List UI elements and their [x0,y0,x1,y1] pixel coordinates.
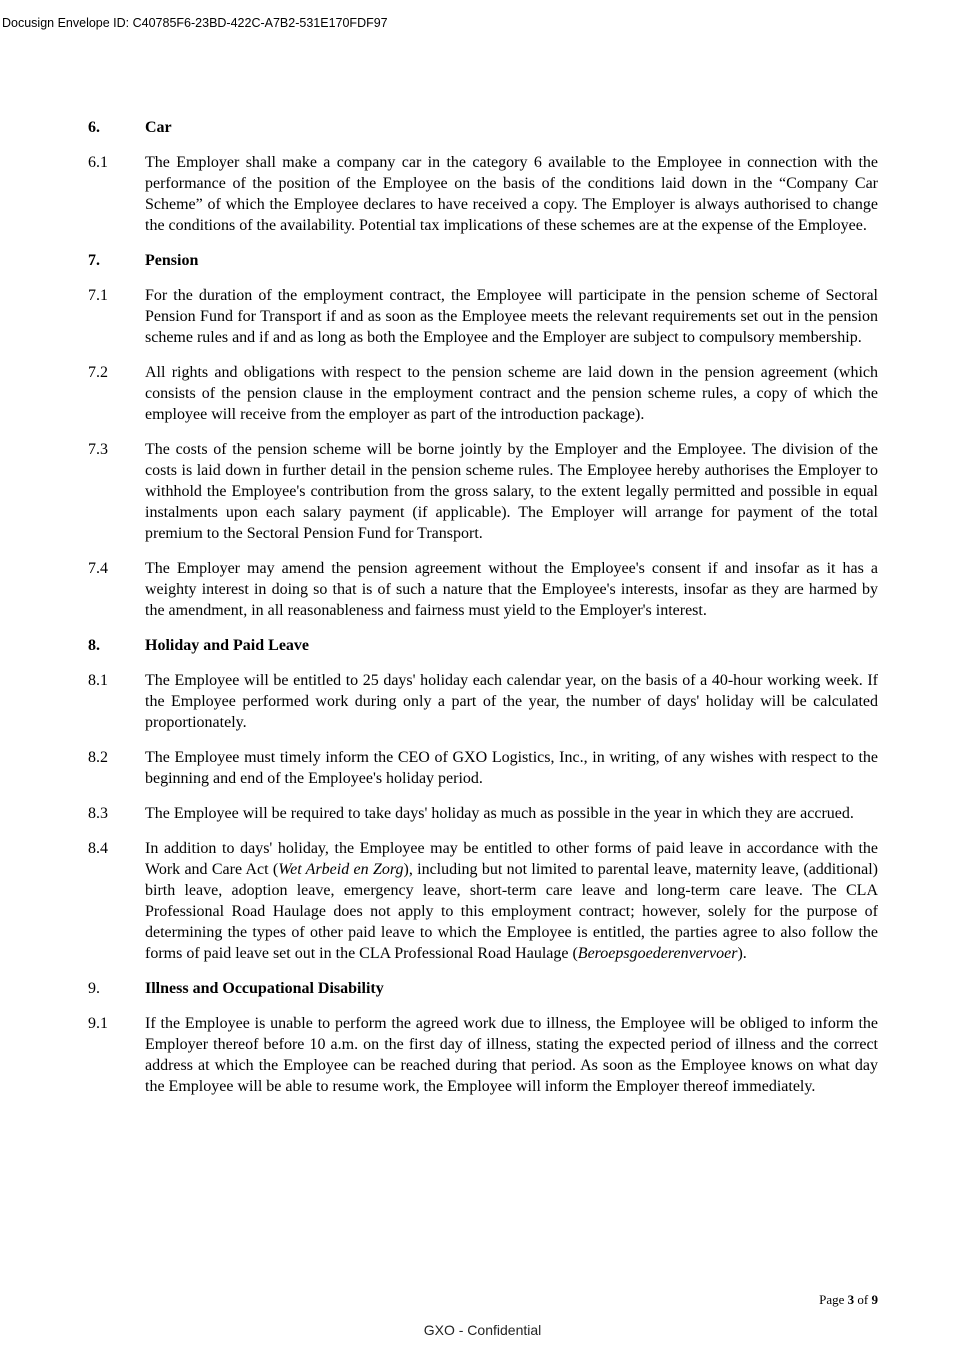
clause-italic-term: Wet Arbeid en Zorg [278,861,404,878]
clause-text-part: ), including but not limited to parental leave, maternity leave, (additional) birth leave, adoption leave, emergency leave, short-term care leave and long-term care leave. The CLA Professional Road Haulage does not apply to this employment contract; however, solely for the purpose of determining the types of other paid leave to which the Employee is entitled, the parties agree to also follow the forms of paid leave set out in the CLA Professional Road Haulage ( [145,861,879,962]
clause-number: 8.4 [88,840,108,857]
section-title: Illness and Occupational Disability [145,980,384,997]
clause-8-3 [88,803,878,824]
clause-7-3 [88,439,878,544]
clause-text: If the Employee is unable to perform the agreed work due to illness, the Employee will be obliged to inform the Employer thereof before 10 a.m. on the first day of illness, stating the expected period of illness and the correct address at which the Employee can be reached during that period. As soon as the Employee knows on what day the Employee will be able to resume work, the Employee will inform the Employer thereof immediately. [145,1015,878,1095]
clause-text: The Employee will be required to take days' holiday as much as possible in the year in which they are accrued. [145,805,854,822]
clause-text-part: In addition to days' holiday, the Employee may be entitled to other forms of paid leave in accordance with the Work and Care Act ( [145,840,878,878]
clause-number: 8.1 [88,672,108,689]
clause-8-1 [88,670,878,733]
page-total: 9 [871,1292,878,1307]
section-title: Car [145,119,172,136]
clause-7-2 [88,362,878,425]
clause-number: 8.3 [88,805,108,822]
clause-text: All rights and obligations with respect to the pension scheme are laid down in the pension agreement (which consists of the pension clause in the employment contract and the pension scheme rules, a copy of which the employee will receive from the employer as part of the introduction package). [145,364,878,423]
clause-6-1 [88,152,878,236]
clause-number: 7.2 [88,364,108,381]
section-title: Pension [145,252,199,269]
section-number: 6. [88,119,100,136]
clause-text: The Employee will be entitled to 25 days' holiday each calendar year, on the basis of a 40-hour working week. If the Employee performed work during only a part of the year, the number of days' holiday will be calculated proportionately. [145,672,878,731]
section-heading-pension [88,250,878,271]
clause-text [145,838,878,964]
clause-number: 9.1 [88,1015,108,1032]
clause-text: The Employer may amend the pension agreement without the Employee's consent if and insofar as it has a weighty interest in doing so that is of such a nature that the Employee's interests, insofar as they are harmed by the amendment, in all reasonableness and fairness must yield to the Employer's interest. [145,560,878,619]
section-title: Holiday and Paid Leave [145,637,310,654]
clause-8-4 [88,838,878,964]
section-heading-car [88,117,878,138]
clause-number: 7.1 [88,287,108,304]
docusign-envelope-id: Docusign Envelope ID: C40785F6-23BD-422C-A7B2-531E170FDF97 [2,16,388,30]
clause-number: 8.2 [88,749,108,766]
clause-text: For the duration of the employment contract, the Employee will participate in the pension scheme of Sectoral Pension Fund for Transport if and as soon as the Employee meets the relevant requirements set out in the pension scheme rules and if and as long as both the Employee and the Employer are subject to compulsory membership. [145,287,878,346]
page-number [819,1292,878,1308]
document-body [88,117,878,1111]
clause-number: 7.4 [88,560,108,577]
clause-7-1 [88,285,878,348]
clause-9-1 [88,1013,878,1097]
section-heading-illness [88,978,878,999]
confidential-footer: GXO - Confidential [423,1322,542,1338]
clause-number: 6.1 [88,154,108,171]
clause-italic-term: Beroepsgoederenvervoer [577,945,738,962]
page-of: of [857,1292,869,1307]
clause-number: 7.3 [88,441,108,458]
section-number: 7. [88,252,100,269]
clause-7-4 [88,558,878,621]
page-current: 3 [847,1292,855,1307]
clause-text-part: ). [737,945,747,962]
clause-text: The costs of the pension scheme will be borne jointly by the Employer and the Employee. The division of the costs is laid down in further detail in the pension scheme rules. The Employee hereby authorises the Employer to withhold the Employee's contribution from the gross salary, to the extent legally permitted and possible in equal instalments upon each salary payment (if applicable). The Employer will arrange for payment of the total premium to the Sectoral Pension Fund for Transport. [145,441,878,542]
section-heading-holiday [88,635,878,656]
section-number: 8. [88,637,100,654]
clause-text: The Employer shall make a company car in the category 6 available to the Employee in connection with the performance of the position of the Employee on the basis of the conditions laid down in the “Company Car Scheme” of which the Employee declares to have received a copy. The Employer is always authorised to change the conditions of the availability. Potential tax implications of these schemes are at the expense of the Employee. [145,154,878,234]
section-number: 9. [88,980,100,997]
clause-text: The Employee must timely inform the CEO of GXO Logistics, Inc., in writing, of any wishes with respect to the beginning and end of the Employee's holiday period. [145,749,878,787]
page-label: Page [819,1292,845,1307]
clause-8-2 [88,747,878,789]
